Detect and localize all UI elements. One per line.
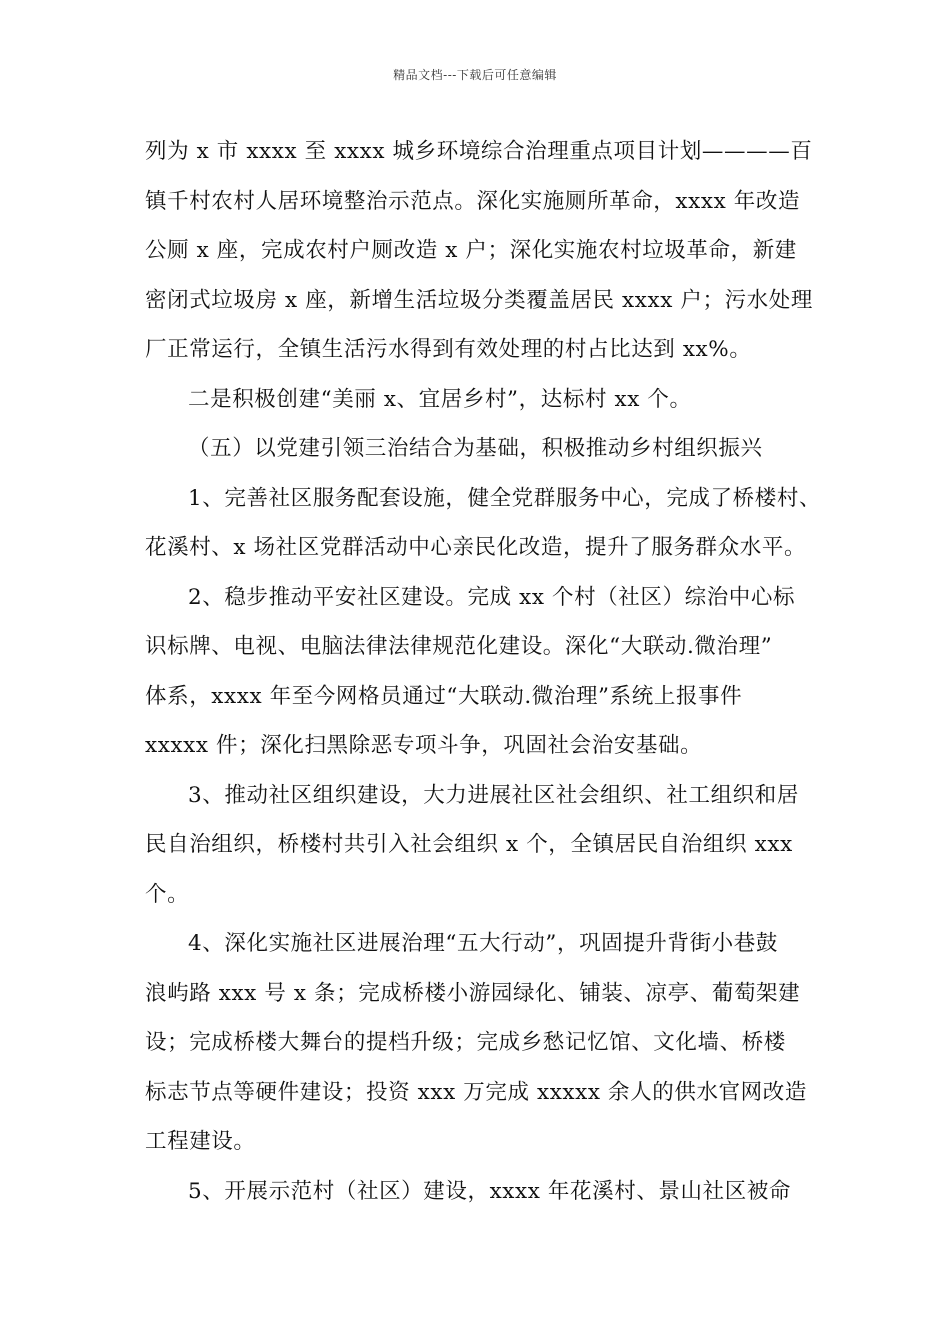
paragraph-first-line: 3、推动社区组织建设，大力进展社区社会组织、社工组织和居 — [188, 782, 799, 808]
text-line: 花溪村、x 场社区党群活动中心亲民化改造，提升了服务群众水平。 — [145, 535, 807, 560]
document-body — [145, 127, 825, 1216]
text-line: 密闭式垃圾房 x 座，新增生活垃圾分类覆盖居民 xxxx 户；污水处理 — [145, 287, 813, 313]
text-line: 厂正常运行，全镇生活污水得到有效处理的村占比达到 xx%。 — [145, 337, 752, 362]
paragraph-first-line: 1、完善社区服务配套设施，健全党群服务中心，完成了桥楼村、 — [188, 485, 822, 511]
paragraph-first-line: 4、深化实施社区进展治理“五大行动”，巩固提升背街小巷鼓 — [188, 931, 778, 956]
page-header: 精品文档---下载后可任意编辑 — [393, 68, 557, 82]
text-line: 民自治组织，桥楼村共引入社会组织 x 个，全镇居民自治组织 xxx — [145, 832, 793, 857]
text-line: 浪屿路 xxx 号 x 条；完成桥楼小游园绿化、铺装、凉亭、葡萄架建 — [145, 980, 801, 1006]
text-line: 标志节点等硬件建设；投资 xxx 万完成 xxxxx 余人的供水官网改造 — [145, 1079, 807, 1105]
text-line: 镇千村农村人居环境整治示范点。深化实施厕所革命，xxxx 年改造 — [145, 188, 801, 214]
paragraph-first-line: 2、稳步推动平安社区建设。完成 xx 个村（社区）综治中心标 — [188, 584, 796, 610]
section-heading: （五）以党建引领三治结合为基础，积极推动乡村组织振兴 — [188, 436, 763, 461]
text-line: xxxxx 件；深化扫黑除恶专项斗争，巩固社会治安基础。 — [145, 733, 703, 758]
text-line: 公厕 x 座，完成农村户厕改造 x 户；深化实施农村垃圾革命，新建 — [145, 238, 797, 263]
text-line: 个。 — [145, 881, 190, 907]
paragraph-first-line: 5、开展示范村（社区）建设，xxxx 年花溪村、景山社区被命 — [188, 1178, 792, 1204]
text-line: 工程建设。 — [145, 1129, 256, 1154]
text-line: 列为 x 市 xxxx 至 xxxx 城乡环境综合治理重点项目计划————百 — [145, 139, 813, 164]
text-line: 识标牌、电视、电脑法律法律规范化建设。深化“大联动.微治理” — [145, 634, 773, 659]
paragraph-first-line: 二是积极创建“美丽 x、宜居乡村”，达标村 xx 个。 — [188, 386, 692, 412]
text-line: 设；完成桥楼大舞台的提档升级；完成乡愁记忆馆、文化墙、桥楼 — [145, 1030, 786, 1055]
text-line: 体系，xxxx 年至今网格员通过“大联动.微治理”系统上报事件 — [145, 683, 743, 709]
